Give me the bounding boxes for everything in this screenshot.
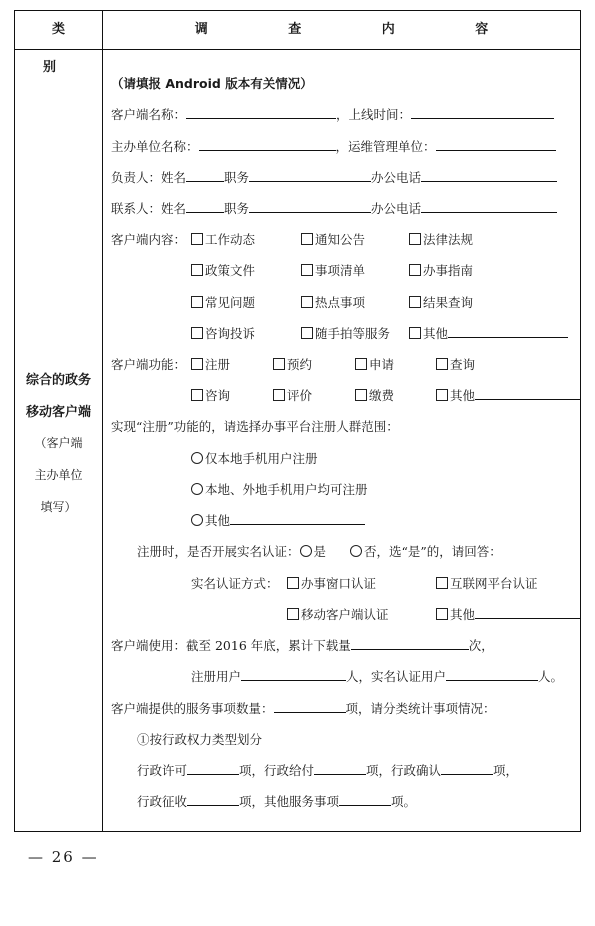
host-unit-row [111, 137, 556, 155]
realname-no[interactable]: 否，选“是”的，请回答： [350, 544, 502, 559]
online-time-field[interactable] [411, 105, 554, 119]
permit-row: 行政许可 项，行政给付 项，行政确认 项， [137, 763, 519, 778]
auth-method-label: 实名认证方式： [191, 576, 279, 591]
users-row: 注册用户 人，实名认证用户 人。 [191, 669, 564, 684]
verified-users-field[interactable] [446, 667, 538, 681]
realname-question: 注册时，是否开展实名认证： 是 否，选“是”的，请回答： [137, 544, 502, 559]
function-option[interactable]: 评价 [273, 386, 312, 404]
auth-option[interactable]: 移动客户端认证 [287, 605, 389, 623]
owner-phone-label: 办公电话 [371, 170, 422, 185]
host-unit-field[interactable] [199, 137, 336, 151]
content-option[interactable]: 咨询投诉 [191, 324, 255, 342]
content-option[interactable]: 常见问题 [191, 293, 255, 311]
header-category: 类 别 [42, 22, 83, 75]
owner-name-field[interactable] [186, 168, 224, 182]
ops-unit-label: ，运维管理单位： [335, 139, 436, 154]
by-type-label: ①按行政权力类型划分 [137, 732, 263, 747]
owner-job-field[interactable] [249, 168, 371, 182]
auth-option-other[interactable]: 其他 [436, 605, 580, 623]
content-option-other[interactable]: 其他 [409, 324, 568, 342]
category-note-1: （客户端 [34, 436, 83, 450]
survey-table [14, 10, 581, 832]
header-divider [15, 49, 580, 50]
function-option[interactable]: 注册 [191, 355, 230, 373]
function-label: 客户端功能： [111, 357, 187, 372]
owner-phone-field[interactable] [421, 168, 557, 182]
owner-row [111, 168, 557, 186]
owner-job-label: 职务 [224, 170, 250, 185]
levy-row: 行政征收 项，其他服务事项 项。 [137, 794, 417, 809]
online-time-label: ，上线时间： [336, 107, 412, 122]
content-option[interactable]: 随手拍等服务 [301, 324, 390, 342]
other-service-field[interactable] [339, 792, 391, 806]
register-scope-option-other[interactable]: 其他 [191, 511, 365, 529]
realname-yes[interactable]: 是 [300, 544, 327, 559]
column-divider [102, 11, 103, 831]
services-count-field[interactable] [274, 699, 346, 713]
registered-users-field[interactable] [241, 667, 346, 681]
permit-field[interactable] [187, 761, 239, 775]
client-name-row [111, 105, 554, 123]
content-option[interactable]: 通知公告 [301, 230, 365, 248]
contact-job-label: 职务 [224, 201, 250, 216]
content-option[interactable]: 工作动态 [191, 230, 255, 248]
content-label: 客户端内容： [111, 232, 187, 247]
content-option[interactable]: 法律法规 [409, 230, 473, 248]
contact-phone-field[interactable] [421, 199, 557, 213]
intro-note: （请填报 Android 版本有关情况） [111, 76, 313, 91]
download-count-field[interactable] [351, 636, 469, 650]
auth-option[interactable]: 办事窗口认证 [287, 574, 376, 592]
client-name-field[interactable] [186, 105, 336, 119]
content-option[interactable]: 热点事项 [301, 293, 365, 311]
pay-field[interactable] [314, 761, 366, 775]
content-option[interactable]: 政策文件 [191, 261, 255, 279]
function-option[interactable]: 缴费 [355, 386, 394, 404]
contact-row [111, 199, 557, 217]
category-note-3: 填写） [40, 500, 77, 514]
content-option[interactable]: 办事指南 [409, 261, 473, 279]
owner-label: 负责人：姓名 [111, 170, 187, 185]
auth-option[interactable]: 互联网平台认证 [436, 574, 538, 592]
content-option[interactable]: 结果查询 [409, 293, 473, 311]
header-content: 调 查 内 容 [194, 22, 527, 37]
page-number: — 26 — [28, 848, 99, 866]
function-option-other[interactable]: 其他 [436, 386, 580, 404]
category-note-2: 主办单位 [34, 468, 83, 482]
register-scope-question: 实现“注册”功能的，请选择办事平台注册人群范围： [111, 419, 399, 434]
usage-row: 客户端使用：截至 2016 年底，累计下载量 次， [111, 638, 494, 653]
contact-label: 联系人：姓名 [111, 201, 187, 216]
category-label-2: 移动客户端 [25, 405, 91, 420]
services-row: 客户端提供的服务事项数量： 项，请分类统计事项情况： [111, 701, 496, 716]
contact-phone-label: 办公电话 [371, 201, 422, 216]
function-option[interactable]: 咨询 [191, 386, 230, 404]
client-name-label: 客户端名称： [111, 107, 187, 122]
category-label-1: 综合的政务 [25, 373, 91, 388]
contact-name-field[interactable] [186, 199, 224, 213]
register-scope-option[interactable]: 本地、外地手机用户均可注册 [191, 480, 368, 498]
function-option[interactable]: 申请 [355, 355, 394, 373]
content-option[interactable]: 事项清单 [301, 261, 365, 279]
ops-unit-field[interactable] [436, 137, 556, 151]
function-option[interactable]: 预约 [273, 355, 312, 373]
register-scope-option[interactable]: 仅本地手机用户注册 [191, 449, 318, 467]
levy-field[interactable] [187, 792, 239, 806]
host-unit-label: 主办单位名称： [111, 139, 199, 154]
confirm-field[interactable] [441, 761, 493, 775]
contact-job-field[interactable] [249, 199, 371, 213]
function-option[interactable]: 查询 [436, 355, 475, 373]
